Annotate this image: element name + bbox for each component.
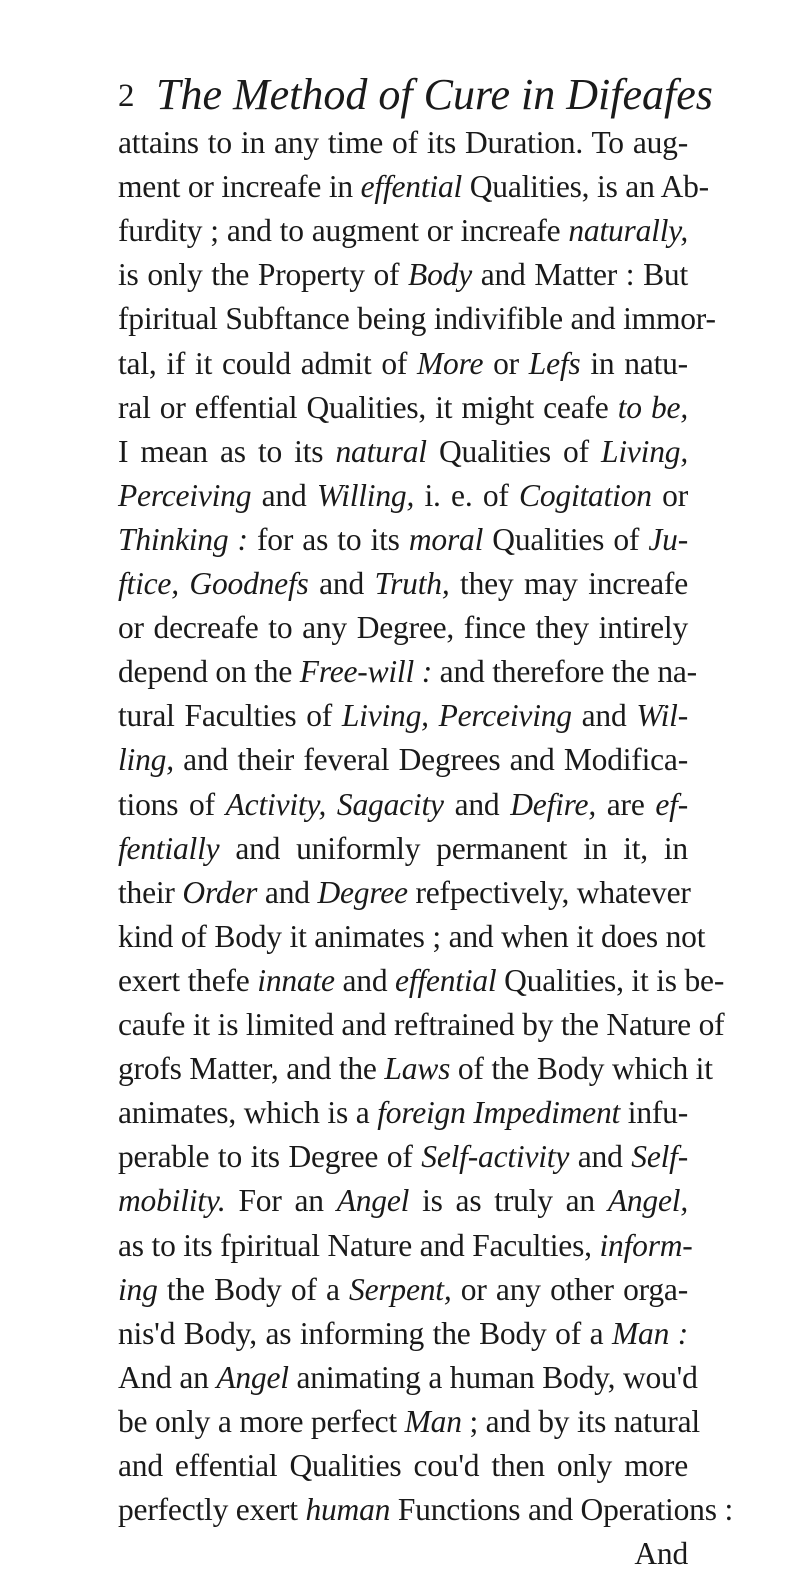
text-run: ment or increafe in bbox=[118, 169, 361, 205]
italic-text: Living, Perceiving bbox=[341, 698, 572, 734]
text-run: exert thefe bbox=[118, 962, 258, 998]
text-run: and bbox=[308, 566, 375, 601]
italic-text: Self- bbox=[631, 1139, 689, 1175]
italic-text: inform- bbox=[599, 1227, 693, 1263]
text-run: and uniformly permanent in it, in bbox=[219, 830, 688, 866]
text-run: perable to its Degree of bbox=[118, 1139, 422, 1175]
italic-text: Man bbox=[404, 1403, 462, 1439]
text-run: infu- bbox=[620, 1095, 689, 1131]
text-run: in natu- bbox=[580, 345, 688, 381]
text-run: And bbox=[634, 1536, 688, 1572]
text-line bbox=[118, 1135, 688, 1179]
text-run: for as to its bbox=[247, 521, 409, 557]
text-line bbox=[118, 1312, 688, 1356]
italic-text: Cogitation bbox=[519, 477, 652, 513]
italic-text: Willing, bbox=[316, 477, 415, 513]
text-line bbox=[118, 1356, 698, 1400]
italic-text: Laws bbox=[384, 1051, 451, 1087]
text-run: refpectively, whatever bbox=[407, 874, 691, 910]
italic-text: Serpent, bbox=[349, 1271, 452, 1307]
text-line bbox=[118, 1444, 688, 1488]
text-run: and bbox=[251, 477, 317, 513]
text-run: Qualities, is an Ab- bbox=[462, 169, 709, 205]
italic-text: Order bbox=[182, 874, 258, 910]
text-line bbox=[118, 783, 688, 827]
text-run: kind of Body it animates ; and when it does not bbox=[118, 918, 706, 954]
text-line bbox=[118, 738, 688, 782]
text-run: i. e. of bbox=[414, 477, 520, 513]
italic-text: Perceiving bbox=[118, 477, 252, 513]
text-run: or bbox=[483, 345, 529, 381]
text-line bbox=[118, 297, 716, 341]
text-line bbox=[118, 1091, 688, 1135]
text-run: attains to in any time of its Duration. To aug- bbox=[118, 125, 688, 160]
running-title: The Method of Cure in Difeafes bbox=[156, 70, 713, 119]
italic-text: Self-activity bbox=[421, 1139, 570, 1175]
italic-text: foreign Impediment bbox=[377, 1095, 621, 1131]
italic-text: moral bbox=[408, 521, 484, 557]
italic-text: human bbox=[305, 1492, 391, 1528]
text-run: or any other orga- bbox=[451, 1271, 688, 1307]
italic-text: effential bbox=[360, 169, 463, 205]
italic-text: innate bbox=[257, 962, 335, 998]
text-run: and bbox=[257, 874, 318, 910]
italic-text: Ju- bbox=[648, 521, 688, 557]
text-line bbox=[118, 650, 697, 694]
text-line bbox=[118, 694, 688, 738]
text-line bbox=[118, 1400, 700, 1444]
italic-text: to be, bbox=[617, 389, 688, 425]
text-run: they may increafe bbox=[449, 566, 688, 601]
text-line bbox=[118, 209, 688, 253]
text-line bbox=[118, 915, 706, 959]
italic-text: effential bbox=[395, 962, 497, 998]
text-run: animating a human Body, wou'd bbox=[288, 1359, 698, 1395]
text-line bbox=[118, 1179, 688, 1223]
italic-text: Free-will : bbox=[299, 654, 432, 690]
text-run: animates, which is a bbox=[118, 1095, 378, 1131]
italic-text: Man : bbox=[611, 1315, 689, 1351]
text-run: and bbox=[571, 698, 637, 734]
italic-text: Body bbox=[408, 257, 472, 293]
italic-text: Wil- bbox=[636, 698, 689, 734]
text-run: ; and by its natural bbox=[461, 1403, 700, 1439]
text-run: Qualities, it is be- bbox=[496, 962, 725, 998]
text-run: and bbox=[569, 1139, 632, 1175]
italic-text: ing bbox=[118, 1271, 158, 1307]
italic-text: ftice, Goodnefs bbox=[118, 566, 309, 601]
text-run: and their feveral Degrees and Modifica- bbox=[173, 742, 688, 778]
text-line bbox=[118, 827, 688, 871]
text-line bbox=[118, 1003, 725, 1047]
text-run: And an bbox=[118, 1359, 217, 1395]
page-number: 2 bbox=[118, 78, 135, 114]
text-run: be only a more perfect bbox=[118, 1403, 405, 1439]
text-run: is as truly an bbox=[409, 1183, 608, 1219]
text-line bbox=[118, 606, 688, 650]
text-run: or bbox=[651, 477, 689, 513]
text-run: fpiritual Subftance being indivifible and immor- bbox=[118, 301, 716, 337]
italic-text: Thinking : bbox=[118, 521, 248, 557]
text-run: and effential Qualities cou'd then only more bbox=[118, 1448, 688, 1483]
text-run: Functions and Operations : bbox=[390, 1492, 733, 1528]
italic-text: mobility. bbox=[118, 1183, 226, 1219]
text-run: Qualities of bbox=[483, 521, 649, 557]
text-run: perfectly exert bbox=[118, 1492, 306, 1528]
text-run: is only the Property of bbox=[118, 257, 409, 293]
text-line bbox=[118, 165, 709, 209]
text-line bbox=[118, 121, 688, 165]
text-line bbox=[118, 1268, 688, 1312]
italic-text: naturally, bbox=[568, 213, 688, 249]
text-line bbox=[118, 518, 688, 562]
text-run: ral or effential Qualities, it might ceafe bbox=[118, 389, 618, 425]
text-run: caufe it is limited and reftrained by the Nature of bbox=[118, 1007, 725, 1042]
text-run: as to its fpiritual Nature and Faculties, bbox=[118, 1227, 600, 1263]
italic-text: ling, bbox=[118, 742, 174, 778]
text-line bbox=[118, 1532, 688, 1576]
text-run: their bbox=[118, 874, 183, 910]
text-run: of the Body which it bbox=[450, 1051, 713, 1087]
text-run: and therefore the na- bbox=[432, 654, 697, 690]
text-run: the Body of a bbox=[157, 1271, 350, 1307]
text-line bbox=[118, 871, 691, 915]
italic-text: Angel, bbox=[607, 1183, 688, 1219]
italic-text: More bbox=[417, 345, 484, 381]
text-run: tions of bbox=[118, 786, 226, 822]
text-line bbox=[118, 959, 725, 1003]
text-run: tural Faculties of bbox=[118, 698, 342, 734]
text-run: furdity ; and to augment or increafe bbox=[118, 213, 569, 249]
italic-text: Degree bbox=[317, 874, 408, 910]
italic-text: Angel bbox=[336, 1183, 410, 1219]
text-run: For an bbox=[225, 1183, 337, 1219]
text-line bbox=[118, 562, 688, 606]
text-run: I mean as to its bbox=[118, 433, 336, 469]
text-run: Qualities of bbox=[426, 433, 602, 469]
italic-text: Angel bbox=[216, 1359, 289, 1395]
text-line bbox=[118, 386, 688, 430]
italic-text: natural bbox=[335, 433, 427, 469]
text-line bbox=[118, 342, 688, 386]
text-line bbox=[118, 430, 688, 474]
text-run: and bbox=[334, 962, 396, 998]
italic-text: Truth, bbox=[374, 566, 450, 601]
text-run: tal, if it could admit of bbox=[118, 345, 418, 381]
italic-text: Activity, Sagacity bbox=[225, 786, 444, 822]
text-run: and Matter : But bbox=[471, 257, 688, 293]
text-run: and bbox=[443, 786, 511, 822]
text-run: grofs Matter, and the bbox=[118, 1051, 385, 1087]
text-run: are bbox=[596, 786, 656, 822]
italic-text: fentially bbox=[118, 830, 220, 866]
text-line bbox=[118, 474, 688, 518]
text-line bbox=[118, 253, 688, 297]
text-line bbox=[118, 1488, 733, 1532]
italic-text: Living, bbox=[601, 433, 688, 469]
text-line bbox=[118, 1224, 693, 1268]
italic-text: Lefs bbox=[528, 345, 581, 381]
text-run: or decreafe to any Degree, fince they intirely bbox=[118, 610, 688, 646]
italic-text: ef- bbox=[655, 786, 689, 822]
text-run: nis'd Body, as informing the Body of a bbox=[118, 1315, 612, 1351]
italic-text: Defire, bbox=[510, 786, 597, 822]
text-line bbox=[118, 1047, 713, 1091]
text-run: depend on the bbox=[118, 654, 300, 690]
